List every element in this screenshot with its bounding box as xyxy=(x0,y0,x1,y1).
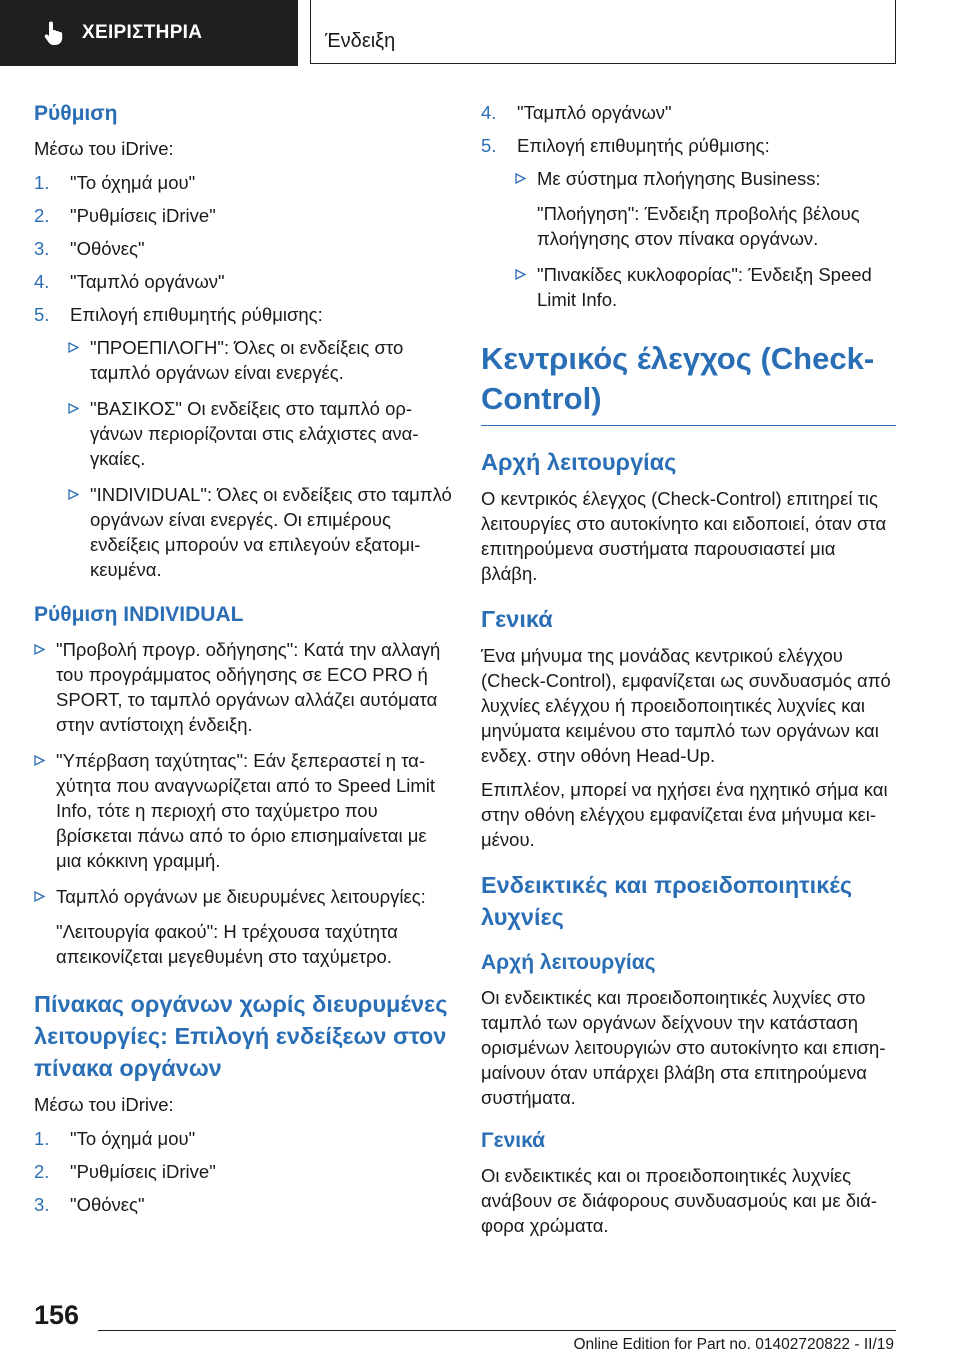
section-divider xyxy=(481,425,896,426)
step-item: 5. Επιλογή επιθυμητής ρύθμισης: xyxy=(481,135,770,156)
triangle-bullet-icon xyxy=(34,644,45,655)
edition-text: Online Edition for Part no. 01402720822 - II/19 xyxy=(573,1336,894,1353)
step-item: 1. "Το όχημά μου" xyxy=(34,172,196,193)
hand-touch-icon xyxy=(40,19,68,47)
individual-list xyxy=(34,637,454,969)
heading-setting: Ρύθμιση xyxy=(34,102,118,125)
heading-check-control: Κεντρικός έλεγχος (Check-Control) xyxy=(481,341,875,416)
step-item: 3. "Οθόνες" xyxy=(34,238,145,259)
via-idrive-text-2: Μέσω του iDrive: xyxy=(34,1094,174,1115)
individual-item: "Υπέρβαση ταχύτητας": Εάν ξεπεραστεί η ταχύτητα που αναγνωρίζεται από το Speed Limit Info, τότε η περιοχή στο ταχύμετρο που βρίσκεται πάνω από το όριο επισημαίνεται με μια κόκκινη γραμμή. xyxy=(34,748,454,873)
step-item: 2. "Ρυθμίσεις iDrive" xyxy=(34,205,216,226)
section-title: ΧΕΙΡΙΣΤΗΡΙΑ xyxy=(82,22,203,43)
step-item: 4. "Ταμπλό οργάνων" xyxy=(34,271,225,292)
heading-principle: Αρχή λειτουργίας xyxy=(481,449,677,475)
option-item: Με σύστημα πλοήγησης Business: "Πλοήγηση": Ένδειξη προβολής βέλους πλοήγησης στον πίνακα οργάνων. xyxy=(481,166,896,251)
general-text-2: Επιπλέον, μπορεί να ηχήσει ένα ηχητικό σήμα και στην οθόνη ελέγχου εμφανίζεται ένα μήνυμα κειμένου. xyxy=(481,779,888,850)
topic-title: Ένδειξη xyxy=(325,30,396,52)
left-column xyxy=(34,100,454,1225)
page-number: 156 xyxy=(34,1300,80,1330)
triangle-bullet-icon xyxy=(515,269,526,280)
principle-text-2: Οι ενδεικτικές και προειδοποιητικές λυχνίες στο ταμπλό των οργάνων δείχνουν την κατάσταση ορισμένων λειτουργιών στο αυτοκίνητο και επισημαίνουν όταν υπάρχει βλάβη στα επιτηρούμενα συστήματα. xyxy=(481,987,886,1108)
principle-text: Ο κεντρικός έλεγχος (Check-Control) επιτηρεί τις λειτουργίες στο αυτοκίνητο και ειδοποιεί, όταν στα επιτηρούμενα συστήματα παρουσιαστεί μια βλάβη. xyxy=(481,488,887,584)
option-sub-text: "Πλοήγηση": Ένδειξη προβολής βέλους πλοήγησης στον πίνακα οργάνων. xyxy=(537,203,860,249)
step-item: 5. Επιλογή επιθυμητής ρύθμισης: xyxy=(34,304,323,325)
option-item: "ΠΡΟΕΠΙΛΟΓΗ": Όλες οι ενδείξεις στο ταμπλό οργάνων είναι ενεργές. xyxy=(34,335,454,385)
individual-item: "Προβολή προγρ. οδήγησης": Κατά την αλλαγή του προγράμματος οδήγησης σε ECO PRO ή SPORT, το ταμπλό οργάνων αλλάζει αυτόματα στην αντίστοιχη ένδειξη. xyxy=(34,637,454,737)
right-column xyxy=(481,100,896,1247)
via-idrive-text: Μέσω του iDrive: xyxy=(34,138,174,159)
heading-principle-2: Αρχή λειτουργίας xyxy=(481,951,656,974)
steps-list-3 xyxy=(481,100,896,158)
step-item: 4. "Ταμπλό οργάνων" xyxy=(481,102,672,123)
options-list-2 xyxy=(481,166,896,312)
footer-divider xyxy=(98,1330,896,1331)
steps-list xyxy=(34,170,454,327)
heading-general-2: Γενικά xyxy=(481,1129,546,1152)
heading-lamps: Ενδεικτικές και προειδοποιητικές λυχνίες xyxy=(481,872,853,930)
heading-individual: Ρύθμιση INDIVIDUAL xyxy=(34,603,244,626)
general-text-3: Οι ενδεικτικές και οι προειδοποιητικές λυχνίες ανάβουν σε διάφορους συνδυασμούς και με διάφορα χρώματα. xyxy=(481,1165,877,1236)
option-item: "INDIVIDUAL": Όλες οι ενδείξεις στο ταμπλό οργάνων είναι ενεργές. Οι επιμέρους ενδείξεις μπορούν να επιλεγούν εξατομικευμένα. xyxy=(34,482,454,582)
section-tab[interactable] xyxy=(0,0,298,66)
general-text-1: Ένα μήνυμα της μονάδας κεντρικού ελέγχου (Check-Control), εμφανίζεται ως συνδυασμός από λυχνίες ελέγχου ή προειδοποιητικές λυχνίες και μηνύματα κειμένου στο ταμπλό των οργάνων και ενδεχ. στην οθόνη Head-Up. xyxy=(481,645,891,766)
option-item: "ΒΑΣΙΚΟΣ" Οι ενδείξεις στο ταμπλό οργάνων περιορίζονται στις ελάχιστες αναγκαίες. xyxy=(34,396,454,471)
individual-item: Ταμπλό οργάνων με διευρυμένες λειτουργίες: "Λειτουργία φακού": Η τρέχουσα ταχύτητα απεικονίζεται μεγεθυμένη στο ταχύμετρο. xyxy=(34,884,454,969)
step-item: 2. "Ρυθμίσεις iDrive" xyxy=(34,1161,216,1182)
triangle-bullet-icon xyxy=(34,755,45,766)
steps-list-2 xyxy=(34,1126,454,1217)
step-item: 3. "Οθόνες" xyxy=(34,1194,145,1215)
heading-general: Γενικά xyxy=(481,606,553,632)
step-item: 1. "Το όχημά μου" xyxy=(34,1128,196,1149)
options-list xyxy=(34,335,454,582)
triangle-bullet-icon xyxy=(68,489,79,500)
individual-sub-text: "Λειτουργία φακού": Η τρέχουσα ταχύτητα απεικονίζεται μεγεθυμένη στο ταχύμετρο. xyxy=(56,921,398,967)
triangle-bullet-icon xyxy=(68,342,79,353)
triangle-bullet-icon xyxy=(68,403,79,414)
triangle-bullet-icon xyxy=(515,173,526,184)
topic-frame xyxy=(310,0,896,64)
triangle-bullet-icon xyxy=(34,891,45,902)
option-item: "Πινακίδες κυκλοφορίας": Ένδειξη Speed Limit Info. xyxy=(481,262,896,312)
heading-panel: Πίνακας οργάνων χωρίς διευρυμένες λειτουργίες: Επιλογή ενδείξεων στον πίνακα οργάνων xyxy=(34,991,448,1081)
page-header xyxy=(0,0,960,66)
